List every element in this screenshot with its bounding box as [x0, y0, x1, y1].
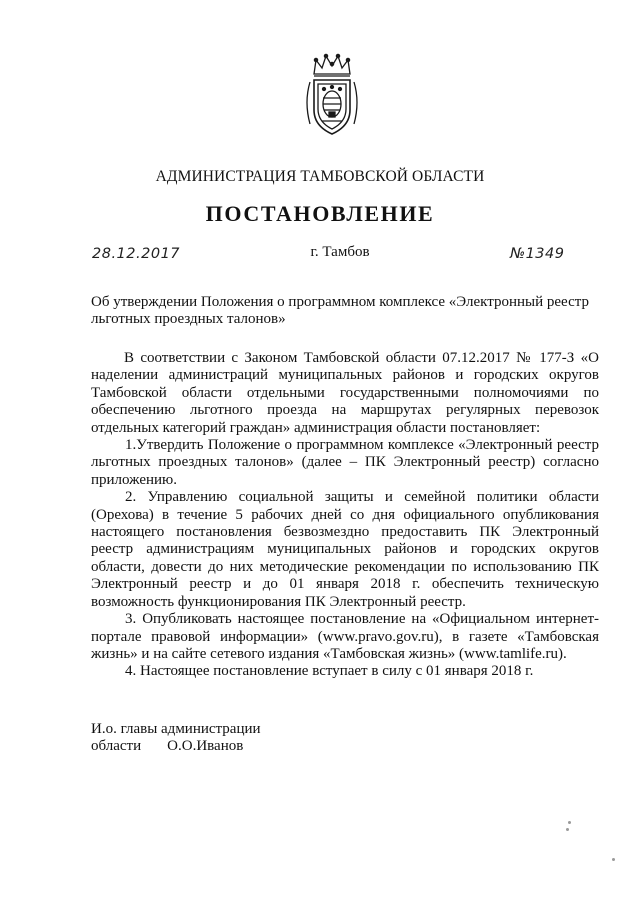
- scan-speck: [612, 858, 615, 861]
- issuing-authority: АДМИНИСТРАЦИЯ ТАМБОВСКОЙ ОБЛАСТИ: [155, 168, 485, 185]
- subject-line: льготных проездных талонов»: [91, 311, 286, 327]
- resolution-item-1: 1.Утвердить Положение о программном комплексе «Электронный реестр льготных проездных талонов» (далее – ПК Электронный реестр) согласно приложению.: [91, 437, 599, 488]
- scan-speck: [568, 821, 571, 824]
- resolution-item-4: 4. Настоящее постановление вступает в силу с 01 января 2018 г.: [125, 663, 534, 680]
- document-city: г. Тамбов: [310, 244, 370, 260]
- coat-of-arms-emblem: [302, 52, 362, 138]
- document-subject: [91, 294, 599, 328]
- subject-line: Об утверждении Положения о программном комплексе «Электронный реестр: [91, 294, 589, 310]
- preamble-paragraph: В соответствии с Законом Тамбовской области 07.12.2017 № 177-З «О наделении администраций муниципальных районов и городских округов Тамбовской области отдельными государственными полномочиями по обеспечению льготного проезда на маршрутах регулярных перевозок отдельных категорий граждан» администрация области постановляет:: [91, 350, 599, 436]
- document-date: 28.12.2017: [92, 246, 181, 262]
- resolution-item-2: 2. Управлению социальной защиты и семейной политики области (Орехова) в течение 5 рабочих дней со дня официального опубликования настоящего постановления безвозмездно предоставить ПК Электронный реестр администрациям муниципальных районов и городских округов области, довести до них методические рекомендации по использованию ПК Электронный реестр и до 01 января 2018 г. обеспечить техническую возможность функционирования ПК Электронный реестр.: [91, 489, 599, 610]
- signature-block: [91, 721, 261, 755]
- document-type-title: ПОСТАНОВЛЕНИЕ: [205, 201, 435, 226]
- signatory-position: И.о. главы администрации: [91, 721, 261, 737]
- document-body: [91, 350, 599, 681]
- signatory-name: О.О.Иванов: [167, 738, 244, 754]
- scan-speck: [566, 828, 569, 831]
- resolution-item-3: 3. Опубликовать настоящее постановление на «Официальном интернет-портале правовой информации» (www.pravo.gov.ru), в газете «Тамбовская жизнь» и на сайте сетевого издания «Тамбовская жизнь» (www.tamlife.ru).: [91, 611, 599, 662]
- document-number: №1349: [510, 246, 565, 262]
- signatory-line-2: [91, 738, 261, 755]
- signatory-position-region: области: [91, 738, 142, 754]
